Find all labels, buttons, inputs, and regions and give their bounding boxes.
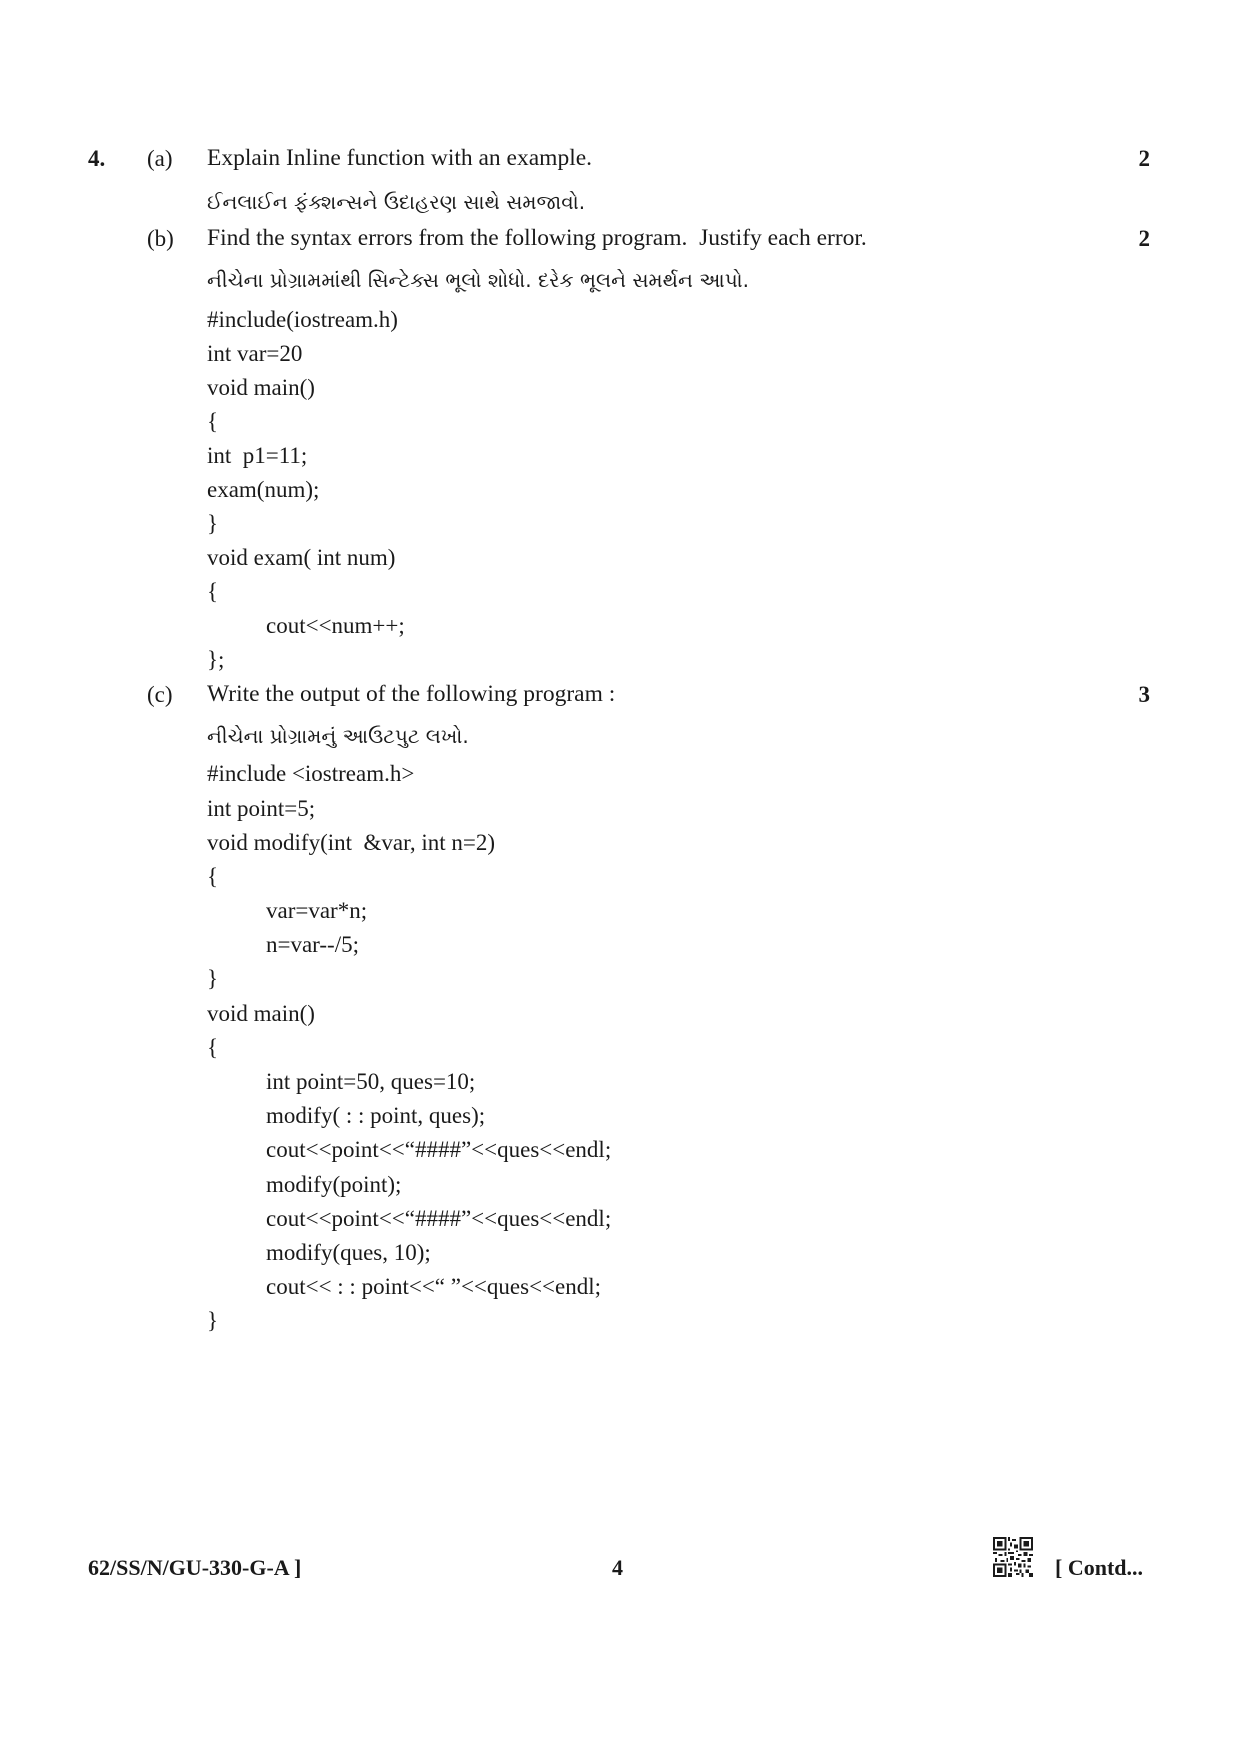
part-a-question-gujarati: ઈનલાઈન ફંક્શન્સને ઉદાહરણ સાથે સમજાવો. <box>207 190 586 214</box>
code-line: void exam( int num) <box>207 545 396 570</box>
paper-code: 62/SS/N/GU-330-G-A ] <box>88 1555 302 1580</box>
code-line: int point=50, ques=10; <box>266 1069 476 1094</box>
code-line: { <box>207 864 219 889</box>
question-number: 4. <box>88 146 106 171</box>
continued-label: [ Contd... <box>1055 1555 1144 1580</box>
code-line: modify( : : point, ques); <box>266 1103 486 1128</box>
part-a-question-english: Explain Inline function with an example. <box>207 145 593 171</box>
code-line: { <box>207 579 219 604</box>
code-line: modify(ques, 10); <box>266 1240 431 1265</box>
code-line: cout<<point<<“####”<<ques<<endl; <box>266 1137 612 1162</box>
code-line: void modify(int &var, int n=2) <box>207 830 496 855</box>
code-line: } <box>207 511 219 536</box>
part-a-label: (a) <box>147 146 173 171</box>
code-line: } <box>207 966 219 991</box>
qr-code-icon <box>993 1537 1033 1577</box>
part-b-label: (b) <box>147 226 174 251</box>
code-line: var=var*n; <box>266 898 368 923</box>
code-line: { <box>207 1035 219 1060</box>
code-line: } <box>207 1308 219 1333</box>
part-c-label: (c) <box>147 682 173 707</box>
code-line: { <box>207 409 219 434</box>
code-line: }; <box>207 647 225 672</box>
page-number: 4 <box>612 1555 623 1580</box>
code-line: n=var--/5; <box>266 932 359 957</box>
part-a-marks: 2 <box>1138 146 1150 171</box>
part-b-question-english: Find the syntax errors from the following program. Justify each error. <box>207 225 867 251</box>
code-line: #include <iostream.h> <box>207 761 415 786</box>
code-line: cout<<num++; <box>266 613 405 638</box>
part-b-question-gujarati: નીચેના પ્રોગ્રામમાંથી સિન્ટેક્સ ભૂલો શોધો. દરેક ભૂલને સમર્થન આપો. <box>207 268 750 292</box>
code-line: int point=5; <box>207 796 316 821</box>
code-line: void main() <box>207 375 315 400</box>
code-line: void main() <box>207 1001 315 1026</box>
code-line: exam(num); <box>207 477 320 502</box>
code-line: #include(iostream.h) <box>207 307 398 332</box>
part-c-marks: 3 <box>1138 682 1150 707</box>
code-line: cout<<point<<“####”<<ques<<endl; <box>266 1206 612 1231</box>
part-b-marks: 2 <box>1138 226 1150 251</box>
code-line: cout<< : : point<<“ ”<<ques<<endl; <box>266 1274 601 1299</box>
code-line: int var=20 <box>207 341 303 366</box>
code-line: modify(point); <box>266 1172 402 1197</box>
part-c-question-english: Write the output of the following program : <box>207 681 616 707</box>
part-c-question-gujarati: નીચેના પ્રોગ્રામનું આઉટપુટ લખો. <box>207 724 469 748</box>
code-line: int p1=11; <box>207 443 308 468</box>
